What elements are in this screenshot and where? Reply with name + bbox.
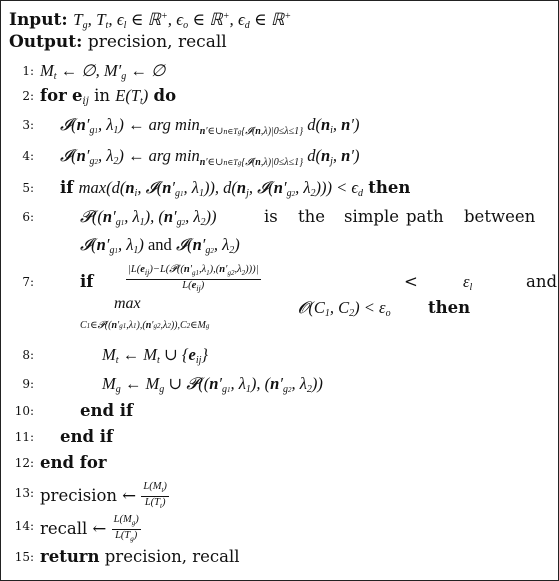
line-text: $𝓘(n'_{g1}$, $\lambda_1$) ← arg $\min_{n'\in\cup n\in Tg\{𝓘(n,\lambda)|0\le\lambda\le 1\}} d(n_i$, n′) [60, 115, 360, 137]
keyword-return: return [40, 547, 100, 566]
line-text-word: the [298, 207, 326, 226]
algo-line-9 [6, 372, 551, 396]
max-subscript: C1∈𝓟((n′g1,λ1),(n′g2,λ2)),C2∈Mg [80, 320, 210, 331]
line-number: 12: [14, 456, 34, 470]
output-value: precision, recall [87, 32, 227, 52]
algo-line-1 [6, 59, 551, 83]
keyword-if: if [80, 272, 94, 291]
line-number: 10: [14, 404, 34, 418]
line-text: recall ← $\frac{L(M_g)}{L(T_g)}$ [40, 514, 139, 544]
algo-line-10 [6, 399, 551, 423]
ratio-fraction: $\frac{|L(e_{ij})-L(𝓟((n'_{g1},\lambda_1),(n'_{g2},\lambda_2)))|}{L(e_{ij})}$ [128, 264, 259, 294]
epsilon-l: $\varepsilon_l$ [463, 272, 473, 293]
return-value: precision, recall [104, 547, 240, 566]
line-number: 9: [22, 377, 34, 391]
keyword-for: for [40, 86, 67, 105]
algo-line-13 [6, 481, 551, 511]
line-text: for $e_{ij}$ in $E(T_t)$ do [40, 86, 177, 107]
line-text: precision ← $\frac{L(M_t)}{L(T_t)}$ [40, 481, 167, 511]
algo-line-15 [6, 545, 551, 569]
keyword-then: then [428, 298, 471, 317]
algo-line-11 [6, 425, 551, 449]
line-text: $M_t$ ← $M_t$ ∪ $\{e_{ij}\}$ [102, 345, 208, 366]
algo-line-2 [6, 84, 551, 108]
line-number: 4: [22, 149, 34, 163]
algo-line-3 [6, 113, 551, 137]
algo-line-7 [6, 264, 558, 294]
keyword-if: if [60, 178, 74, 197]
keyword-then: then [368, 178, 411, 197]
algo-line-6 [6, 205, 551, 229]
keyword-do: do [153, 86, 177, 105]
algo-line-5 [6, 176, 551, 200]
keyword-end-for: end for [40, 453, 107, 472]
algo-line-14 [6, 514, 551, 544]
algo-line-4 [6, 144, 551, 168]
line-number: 7: [22, 275, 34, 289]
overlap-expression: $𝓞(C_1$, $C_2) < \varepsilon_o$ [298, 298, 391, 319]
recall-label: recall [40, 519, 88, 539]
algo-line-6-cont [6, 233, 551, 257]
algo-line-8 [6, 343, 551, 367]
input-label: Input: [9, 10, 68, 30]
keyword-end-if: end if [80, 401, 134, 420]
algo-line-7-cont [6, 295, 551, 331]
line-number: 6: [22, 210, 34, 224]
line-text: if $\max(d(n_i$, $𝓘(n'_{g1}$, $\lambda_1$)), $d(n_j$, $𝓘(n'_{g2}$, $\lambda_2))) < \epsilon_d$ then [60, 178, 411, 199]
precision-label: precision [40, 486, 118, 506]
word-and: and [526, 272, 558, 291]
line-number: 8: [22, 348, 34, 362]
line-number: 14: [14, 519, 34, 533]
output-label: Output: [9, 32, 83, 52]
keyword-end-if: end if [60, 427, 114, 446]
line-number: 2: [22, 89, 34, 103]
line-text: $𝓘(n'_{g1}$, $\lambda_1$) and $𝓘(n'_{g2}$, $\lambda_2$) [80, 235, 240, 256]
line-text-word: path [406, 207, 444, 226]
line-text [40, 545, 240, 569]
line-text: $𝓘(n'_{g2}$, $\lambda_2$) ← arg $\min_{n'\in\cup n\in Tg\{𝓘(n,\lambda)|0\le\lambda\le 1\}} d(n_j$, n′) [60, 146, 360, 168]
input-value: $T_g$, $T_t$, $\epsilon_l$ ∈ ℝ+, $\epsilon_o$ ∈ ℝ+, $\epsilon_d$ ∈ ℝ+ [73, 10, 292, 31]
line-text-word: is [264, 207, 278, 226]
line-text-start: $𝓟((n'_{g1}$, $\lambda_1$), ($n'_{g2}$, $\lambda_2$)) [80, 207, 217, 228]
line-number: 15: [14, 550, 34, 564]
output-line [9, 31, 227, 53]
line-number: 1: [22, 64, 34, 78]
line-text: $M_t$ ← ∅, $M'_g$ ← ∅ [40, 61, 166, 82]
algo-line-12 [6, 451, 551, 475]
line-number: 3: [22, 118, 34, 132]
line-text-word: simple [344, 207, 399, 226]
line-number: 11: [14, 430, 34, 444]
line-number: 5: [22, 181, 34, 195]
top-rule [1, 0, 558, 1]
max-operator: max [114, 295, 141, 312]
line-text: $M_g$ ← $M_g$ ∪ $𝓟((n'_{g1}$, $\lambda_1$), ($n'_{g2}$, $\lambda_2$)) [102, 374, 323, 395]
line-number: 13: [14, 486, 34, 500]
line-text-word: between [464, 207, 536, 226]
less-than: < [404, 272, 418, 291]
